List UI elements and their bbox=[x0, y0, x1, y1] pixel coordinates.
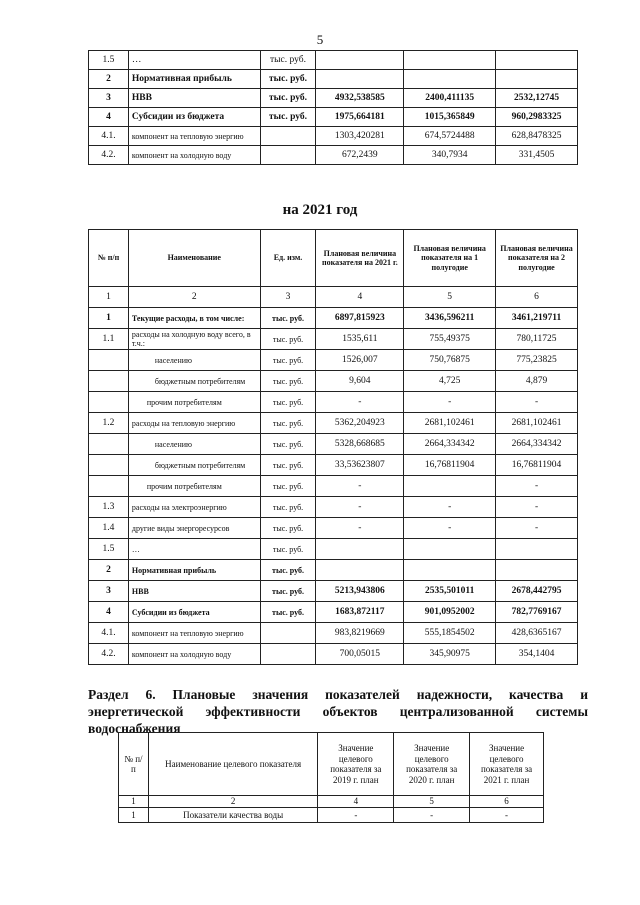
row-value: 5328,668685 bbox=[316, 434, 404, 455]
row-value: 3436,596211 bbox=[404, 308, 496, 329]
table-row bbox=[89, 350, 578, 371]
row-unit: тыс. руб. bbox=[260, 308, 316, 329]
row-number: 1.4 bbox=[89, 518, 129, 539]
row-unit: тыс. руб. bbox=[260, 89, 316, 108]
row-value bbox=[404, 70, 496, 89]
row-value: - bbox=[496, 476, 578, 497]
table-row bbox=[89, 497, 578, 518]
row-value bbox=[496, 51, 578, 70]
heading-2021: на 2021 год bbox=[282, 202, 358, 218]
col-header-h2: Плановая величина показателя на 2 полугодие bbox=[496, 230, 578, 287]
row-value: 5213,943806 bbox=[316, 581, 404, 602]
row-value bbox=[316, 70, 404, 89]
row-value: - bbox=[316, 497, 404, 518]
row-value: 674,5724488 bbox=[404, 127, 496, 146]
row-unit bbox=[260, 146, 316, 165]
row-value: 2681,102461 bbox=[404, 413, 496, 434]
table-row bbox=[89, 581, 578, 602]
row-value: 1303,420281 bbox=[316, 127, 404, 146]
row-unit: тыс. руб. bbox=[260, 560, 316, 581]
row-value: 9,604 bbox=[316, 371, 404, 392]
row-number: 4.1. bbox=[89, 127, 129, 146]
row-number: 2 bbox=[89, 560, 129, 581]
row-value bbox=[316, 539, 404, 560]
row-name: бюджетным потребителям bbox=[128, 371, 260, 392]
row-value: 775,23825 bbox=[496, 350, 578, 371]
row-name: Нормативная прибыль bbox=[128, 70, 260, 89]
row-value: 1015,365849 bbox=[404, 108, 496, 127]
row-value: 1975,664181 bbox=[316, 108, 404, 127]
row-name: расходы на тепловую энергию bbox=[128, 413, 260, 434]
row-value: 6897,815923 bbox=[316, 308, 404, 329]
row-unit: тыс. руб. bbox=[260, 350, 316, 371]
row-value: 5362,204923 bbox=[316, 413, 404, 434]
table-row bbox=[89, 70, 578, 89]
row-unit: тыс. руб. bbox=[260, 70, 316, 89]
row-number: 3 bbox=[89, 581, 129, 602]
table-row bbox=[89, 518, 578, 539]
row-name: Показатели качества воды bbox=[148, 808, 317, 823]
row-name: населению bbox=[128, 434, 260, 455]
col-header-2021: Значение целевого показателя за 2021 г. план bbox=[470, 733, 544, 796]
table-row bbox=[89, 455, 578, 476]
row-unit: тыс. руб. bbox=[260, 476, 316, 497]
col-header-unit: Ед. изм. bbox=[260, 230, 316, 287]
table-numbering-row bbox=[119, 796, 544, 808]
row-unit: тыс. руб. bbox=[260, 51, 316, 70]
numbering-cell: 2 bbox=[148, 796, 317, 808]
row-unit bbox=[260, 127, 316, 146]
row-value bbox=[316, 51, 404, 70]
row-number: 4 bbox=[89, 108, 129, 127]
table-row bbox=[89, 623, 578, 644]
row-value: 628,8478325 bbox=[496, 127, 578, 146]
table-row bbox=[89, 146, 578, 165]
table-row bbox=[89, 51, 578, 70]
row-value: - bbox=[404, 497, 496, 518]
col-header-indicator: Наименование целевого показателя bbox=[148, 733, 317, 796]
row-value: - bbox=[404, 392, 496, 413]
row-number bbox=[89, 434, 129, 455]
row-unit: тыс. руб. bbox=[260, 108, 316, 127]
row-value: 354,1404 bbox=[496, 644, 578, 665]
row-value: - bbox=[394, 808, 470, 823]
row-value: - bbox=[404, 518, 496, 539]
row-value: - bbox=[316, 476, 404, 497]
table-row bbox=[89, 539, 578, 560]
row-name: компонент на холодную воду bbox=[128, 644, 260, 665]
row-name: другие виды энергоресурсов bbox=[128, 518, 260, 539]
row-value: 331,4505 bbox=[496, 146, 578, 165]
section-6-title: Раздел 6. Плановые значения показателей надежности, качества и энергетической эффективности объектов централизованной системы водоснабжения bbox=[88, 687, 588, 736]
numbering-cell: 6 bbox=[496, 287, 578, 308]
table-row bbox=[89, 392, 578, 413]
numbering-cell: 2 bbox=[128, 287, 260, 308]
table-row bbox=[89, 602, 578, 623]
row-number: 1 bbox=[89, 308, 129, 329]
table-header-row bbox=[119, 733, 544, 796]
row-number: 4.2. bbox=[89, 146, 129, 165]
numbering-cell: 3 bbox=[260, 287, 316, 308]
page-number: 5 bbox=[316, 32, 324, 47]
row-number: 1.3 bbox=[89, 497, 129, 518]
table-row bbox=[119, 808, 544, 823]
row-unit: тыс. руб. bbox=[260, 413, 316, 434]
row-value: 4932,538585 bbox=[316, 89, 404, 108]
row-number bbox=[89, 371, 129, 392]
row-name: НВВ bbox=[128, 89, 260, 108]
row-name: Текущие расходы, в том числе: bbox=[128, 308, 260, 329]
row-value bbox=[316, 560, 404, 581]
row-number: 2 bbox=[89, 70, 129, 89]
row-name: … bbox=[128, 539, 260, 560]
table-row bbox=[89, 329, 578, 350]
row-number: 1.2 bbox=[89, 413, 129, 434]
row-number: 4.2. bbox=[89, 644, 129, 665]
row-number: 3 bbox=[89, 89, 129, 108]
row-unit: тыс. руб. bbox=[260, 539, 316, 560]
row-number: 1.1 bbox=[89, 329, 129, 350]
row-value: 4,725 bbox=[404, 371, 496, 392]
budget-table-2020-continued bbox=[88, 50, 578, 165]
row-value: - bbox=[496, 497, 578, 518]
row-unit: тыс. руб. bbox=[260, 434, 316, 455]
table-header-row bbox=[89, 230, 578, 287]
row-unit: тыс. руб. bbox=[260, 329, 316, 350]
col-header-2020: Значение целевого показателя за 2020 г. план bbox=[394, 733, 470, 796]
numbering-cell: 5 bbox=[404, 287, 496, 308]
row-value: 1683,872117 bbox=[316, 602, 404, 623]
table-row bbox=[89, 127, 578, 146]
row-value bbox=[496, 70, 578, 89]
row-value bbox=[496, 560, 578, 581]
row-value: 2400,411135 bbox=[404, 89, 496, 108]
row-unit: тыс. руб. bbox=[260, 455, 316, 476]
row-name: расходы на электроэнергию bbox=[128, 497, 260, 518]
row-name: компонент на тепловую энергию bbox=[128, 623, 260, 644]
row-number: 4.1. bbox=[89, 623, 129, 644]
row-value: 555,1854502 bbox=[404, 623, 496, 644]
col-header-2019: Значение целевого показателя за 2019 г. план bbox=[318, 733, 394, 796]
col-header-h1: Плановая величина показателя на 1 полугодие bbox=[404, 230, 496, 287]
row-name: бюджетным потребителям bbox=[128, 455, 260, 476]
row-value: - bbox=[496, 518, 578, 539]
row-value: - bbox=[318, 808, 394, 823]
row-value: 1535,611 bbox=[316, 329, 404, 350]
table-row bbox=[89, 89, 578, 108]
row-value: - bbox=[316, 518, 404, 539]
row-name: расходы на холодную воду всего, в т.ч.: bbox=[128, 329, 260, 350]
row-unit: тыс. руб. bbox=[260, 518, 316, 539]
row-value: 2664,334342 bbox=[496, 434, 578, 455]
row-unit: тыс. руб. bbox=[260, 497, 316, 518]
row-number bbox=[89, 350, 129, 371]
row-value: 16,76811904 bbox=[496, 455, 578, 476]
row-value: - bbox=[316, 392, 404, 413]
table-row bbox=[89, 644, 578, 665]
row-value: 755,49375 bbox=[404, 329, 496, 350]
row-value: 2532,12745 bbox=[496, 89, 578, 108]
row-name: Субсидии из бюджета bbox=[128, 602, 260, 623]
row-name: населению bbox=[128, 350, 260, 371]
numbering-cell: 1 bbox=[89, 287, 129, 308]
row-unit bbox=[260, 644, 316, 665]
table-row bbox=[89, 476, 578, 497]
row-value: 3461,219711 bbox=[496, 308, 578, 329]
row-name: Нормативная прибыль bbox=[128, 560, 260, 581]
row-value: 672,2439 bbox=[316, 146, 404, 165]
row-value: 2664,334342 bbox=[404, 434, 496, 455]
row-value: 2535,501011 bbox=[404, 581, 496, 602]
row-value bbox=[496, 539, 578, 560]
row-value: 960,2983325 bbox=[496, 108, 578, 127]
row-value: - bbox=[470, 808, 544, 823]
row-unit: тыс. руб. bbox=[260, 581, 316, 602]
row-name: компонент на холодную воду bbox=[128, 146, 260, 165]
col-header-num: № п/ п bbox=[119, 733, 149, 796]
row-value: 33,53623807 bbox=[316, 455, 404, 476]
row-name: НВВ bbox=[128, 581, 260, 602]
row-name: Субсидии из бюджета bbox=[128, 108, 260, 127]
col-header-name: Наименование bbox=[128, 230, 260, 287]
row-unit: тыс. руб. bbox=[260, 392, 316, 413]
table-row bbox=[89, 413, 578, 434]
row-value: 700,05015 bbox=[316, 644, 404, 665]
table-row bbox=[89, 308, 578, 329]
row-value: 983,8219669 bbox=[316, 623, 404, 644]
row-value bbox=[404, 476, 496, 497]
table-numbering-row bbox=[89, 287, 578, 308]
row-value: - bbox=[496, 392, 578, 413]
row-value: 2678,442795 bbox=[496, 581, 578, 602]
table-row bbox=[89, 371, 578, 392]
row-number bbox=[89, 476, 129, 497]
numbering-cell: 6 bbox=[470, 796, 544, 808]
row-value: 1526,007 bbox=[316, 350, 404, 371]
table-row bbox=[89, 108, 578, 127]
row-number bbox=[89, 455, 129, 476]
numbering-cell: 4 bbox=[316, 287, 404, 308]
row-number bbox=[89, 392, 129, 413]
table-row bbox=[89, 560, 578, 581]
col-header-year: Плановая величина показателя на 2021 г. bbox=[316, 230, 404, 287]
row-value bbox=[404, 560, 496, 581]
row-unit bbox=[260, 623, 316, 644]
row-value bbox=[404, 51, 496, 70]
row-number: 1.5 bbox=[89, 51, 129, 70]
row-name: прочим потребителям bbox=[128, 476, 260, 497]
row-number: 4 bbox=[89, 602, 129, 623]
row-unit: тыс. руб. bbox=[260, 602, 316, 623]
row-value: 2681,102461 bbox=[496, 413, 578, 434]
budget-table-2021 bbox=[88, 229, 578, 665]
table-row bbox=[89, 434, 578, 455]
numbering-cell: 4 bbox=[318, 796, 394, 808]
col-header-num: № п/п bbox=[89, 230, 129, 287]
numbering-cell: 5 bbox=[394, 796, 470, 808]
row-value: 340,7934 bbox=[404, 146, 496, 165]
row-unit: тыс. руб. bbox=[260, 371, 316, 392]
row-value bbox=[404, 539, 496, 560]
row-value: 782,7769167 bbox=[496, 602, 578, 623]
row-name: прочим потребителям bbox=[128, 392, 260, 413]
row-value: 750,76875 bbox=[404, 350, 496, 371]
row-value: 345,90975 bbox=[404, 644, 496, 665]
row-value: 780,11725 bbox=[496, 329, 578, 350]
row-name: компонент на тепловую энергию bbox=[128, 127, 260, 146]
row-value: 4,879 bbox=[496, 371, 578, 392]
row-value: 16,76811904 bbox=[404, 455, 496, 476]
row-number: 1.5 bbox=[89, 539, 129, 560]
row-value: 901,0952002 bbox=[404, 602, 496, 623]
section-6-indicators-table bbox=[118, 732, 544, 823]
numbering-cell: 1 bbox=[119, 796, 149, 808]
row-number: 1 bbox=[119, 808, 149, 823]
row-name: … bbox=[128, 51, 260, 70]
row-value: 428,6365167 bbox=[496, 623, 578, 644]
